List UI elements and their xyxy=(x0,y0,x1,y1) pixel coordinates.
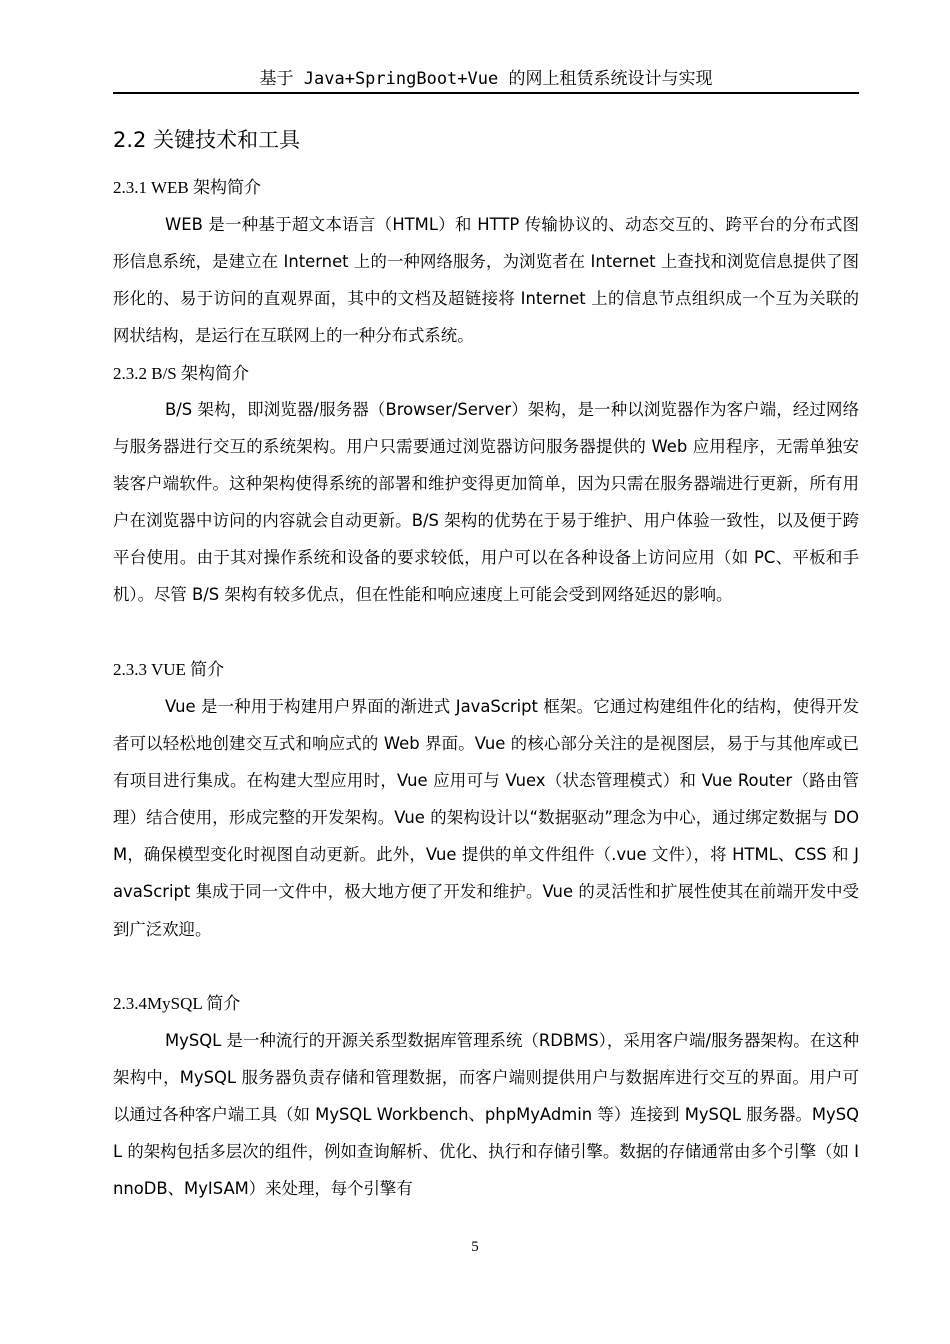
subsection-heading-vue: 2.3.3 VUE 简介 xyxy=(113,660,225,679)
running-header: 基于 Java+SpringBoot+Vue 的网上租赁系统设计与实现 xyxy=(259,69,713,89)
paragraph-vue: Vue 是一种用于构建用户界面的渐进式 JavaScript 框架。它通过构建组件化的结构，使得开发者可以轻松地创建交互式和响应式的 Web 界面。Vue 的核心部分关注的是视图层，易于与其他库或已有项目进行集成。在构建大型应用时，Vue 应用可与 Vuex（状态管理模式）和 Vue Router（路由管理）结合使用，形成完整的开发架构。Vue 的架构设计以“数据驱动”理念为中心，通过绑定数据与 DOM，确保模型变化时视图自动更新。此外，Vue 提供的单文件组件（.vue 文件），将 HTML、CSS 和 JavaScript 集成于同一文件中，极大地方便了开发和维护。Vue 的灵活性和扩展性使其在前端开发中受到广泛欢迎。 xyxy=(113,697,859,939)
subsection-heading-web: 2.3.1 WEB 架构简介 xyxy=(113,178,261,197)
page-number: 5 xyxy=(471,1239,479,1255)
paragraph-web: WEB 是一种基于超文本语言（HTML）和 HTTP 传输协议的、动态交互的、跨平台的分布式图形信息系统，是建立在 Internet 上的一种网络服务，为浏览者在 Internet 上查找和浏览信息提供了图形化的、易于访问的直观界面，其中的文档及超链接将 Internet 上的信息节点组织成一个互为关联的网状结构，是运行在互联网上的一种分布式系统。 xyxy=(113,215,859,346)
subsection-heading-bs: 2.3.2 B/S 架构简介 xyxy=(113,364,250,383)
header-rule xyxy=(113,92,859,94)
paragraph-bs: B/S 架构，即浏览器/服务器（Browser/Server）架构，是一种以浏览器作为客户端，经过网络与服务器进行交互的系统架构。用户只需要通过浏览器访问服务器提供的 Web 应用程序，无需单独安装客户端软件。这种架构使得系统的部署和维护变得更加简单，因为只需在服务器端进行更新，所有用户在浏览器中访问的内容就会自动更新。B/S 架构的优势在于易于维护、用户体验一致性，以及便于跨平台使用。由于其对操作系统和设备的要求较低，用户可以在各种设备上访问应用（如 PC、平板和手机）。尽管 B/S 架构有较多优点，但在性能和响应速度上可能会受到网络延迟的影响。 xyxy=(113,400,859,605)
section-heading: 2.2 关键技术和工具 xyxy=(113,128,301,152)
subsection-heading-mysql: 2.3.4MySQL 简介 xyxy=(113,994,241,1013)
paragraph-mysql: MySQL 是一种流行的开源关系型数据库管理系统（RDBMS），采用客户端/服务器架构。在这种架构中，MySQL 服务器负责存储和管理数据，而客户端则提供用户与数据库进行交互的界面。用户可以通过各种客户端工具（如 MySQL Workbench、phpMyAdmin 等）连接到 MySQL 服务器。MySQL 的架构包括多层次的组件，例如查询解析、优化、执行和存储引擎。数据的存储通常由多个引擎（如 InnoDB、MyISAM）来处理，每个引擎有 xyxy=(113,1031,859,1199)
